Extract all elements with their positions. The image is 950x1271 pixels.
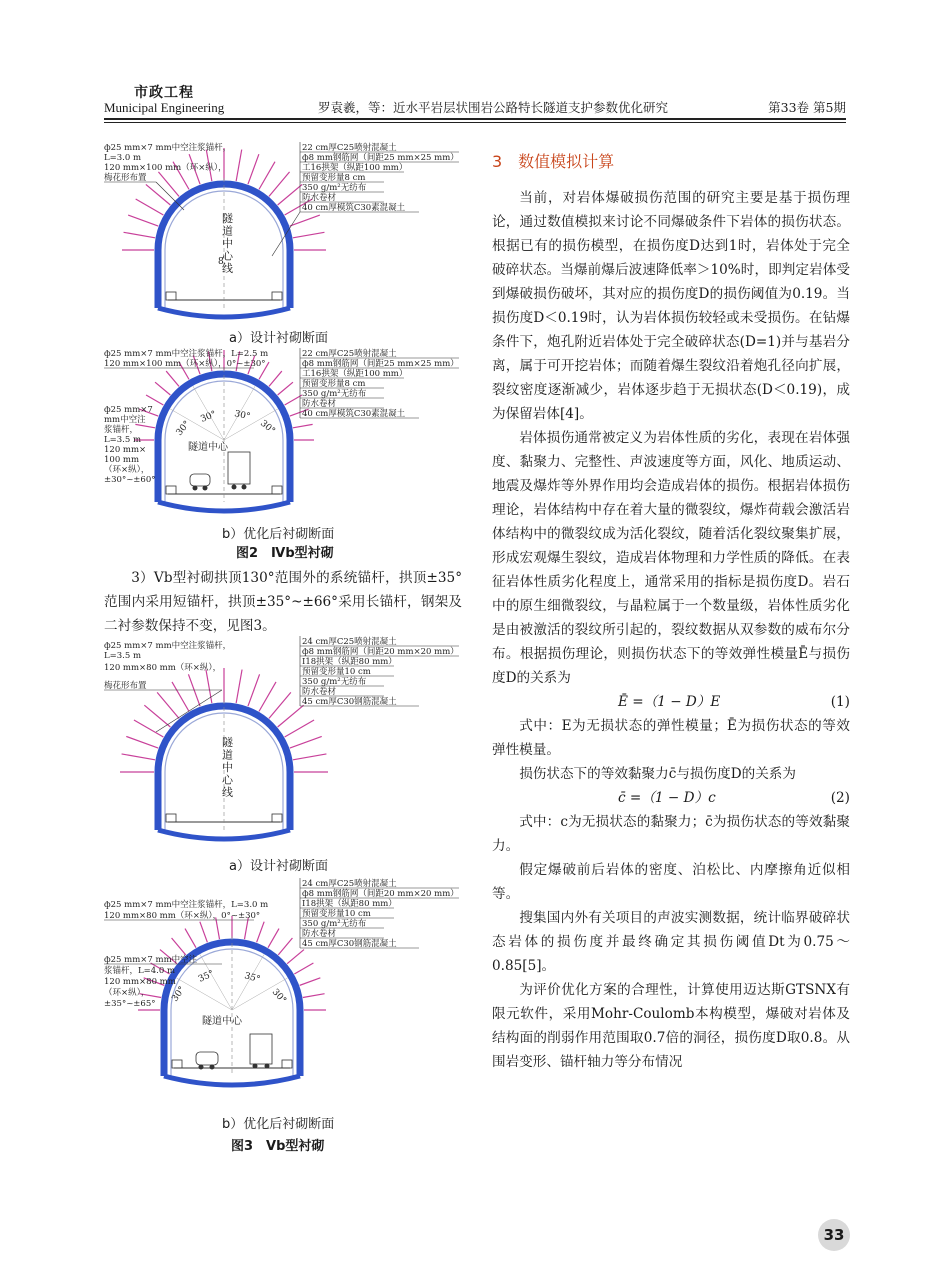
anchor-bolt — [146, 184, 171, 205]
anchor-bolt — [278, 382, 293, 395]
paragraph-8: 为评价优化方案的合理性，计算使用迈达斯GTSNX有限元软件，采用Mohr-Coulomb本构模型，爆破对岩体及结构面的削弱作用范围取0.7倍的洞径，损伤度D取0.8。从围岩变形、锚杆轴力等分布情况 — [492, 982, 850, 1070]
svg-text:350 g/m²无纺布: 350 g/m²无纺布 — [302, 183, 367, 193]
journal-name-cn: 市政工程 — [134, 85, 194, 101]
anchor-bolt — [166, 371, 179, 386]
anchor-bolt — [259, 682, 276, 711]
left-paragraph: 3）Ⅴb型衬砌拱顶130°范围外的系统锚杆，拱顶±35°范围内采用短锚杆，拱顶±35°~±66°采用长锚杆，钢架及二衬参数保持不变，见图3。 — [104, 570, 462, 634]
anchor-bolt — [285, 395, 302, 405]
svg-text:预留变形量10 cm: 预留变形量10 cm — [302, 909, 371, 919]
svg-text:22 cm厚C25喷射混凝土: 22 cm厚C25喷射混凝土 — [302, 349, 397, 359]
fig2a-center-label: 隧道中心线 — [222, 212, 233, 275]
fig3a-center-label: 隧道中心线 — [222, 736, 233, 799]
svg-text:预留变形量10 cm: 预留变形量10 cm — [302, 667, 371, 677]
fig2b-bolt-top-note: ф25 mm×7 mm中空注浆锚杆，L=2.5 m 120 mm×100 mm（环×纵），0°~±30° — [104, 349, 269, 369]
anchor-bolt — [200, 922, 208, 943]
fig2b-center-label: 隧道中心 — [188, 442, 228, 453]
anchor-bolt — [122, 754, 155, 760]
svg-text:35°: 35° — [197, 968, 216, 985]
fig2b-vehicles — [190, 452, 250, 491]
anchor-bolt — [185, 929, 196, 948]
header-rule — [104, 118, 846, 120]
fig2a-bolt-note: ф25 mm×7 mm中空注浆锚杆， L=3.0 m 120 mm×100 mm（环×纵）， 梅花形布置 — [104, 143, 232, 183]
paragraph-7: 搜集国内外有关项目的声波实测数据，统计临界破碎状态岩体的损伤度并最终确定其损伤阈值Dt为0.75～0.85[5]。 — [492, 910, 850, 974]
anchor-bolt — [278, 705, 304, 727]
header-rule-thin — [104, 122, 846, 123]
svg-text:ф8 mm钢筋网（间距20 mm×20 mm）: ф8 mm钢筋网（间距20 mm×20 mm） — [302, 889, 459, 899]
svg-text:I18拱架（纵距80 mm）: I18拱架（纵距80 mm） — [302, 899, 397, 909]
svg-text:ф8 mm钢筋网（间距25 mm×25 mm）: ф8 mm钢筋网（间距25 mm×25 mm） — [302, 359, 459, 369]
svg-text:45 cm厚C30钢筋混凝土: 45 cm厚C30钢筋混凝土 — [302, 939, 397, 949]
page-number: 33 — [818, 1219, 850, 1251]
fig3b-subcaption: b）优化后衬砌断面 — [222, 1117, 335, 1132]
fig2b-angle-labels — [175, 409, 277, 438]
svg-text:30°: 30° — [258, 418, 277, 437]
svg-text:35°: 35° — [243, 971, 262, 986]
svg-text:350 g/m²无纺布: 350 g/m²无纺布 — [302, 389, 367, 399]
svg-text:30°: 30° — [233, 409, 252, 423]
anchor-bolt — [257, 922, 265, 943]
svg-text:24 cm厚C25喷射混凝土: 24 cm厚C25喷射混凝土 — [302, 879, 397, 889]
fig2b-bolt-side-note: ф25 mm×7 mm中空注 浆锚杆， L=3.5 m 120 mm× 100 mm （环×纵）， ±30°~±60° — [104, 405, 156, 485]
paragraph-1: 当前，对岩体爆破损伤范围的研究主要是基于损伤理论，通过数值模拟来讨论不同爆破条件下岩体的损伤状态。根据已有的损伤模型，在损伤度D达到1时，岩体处于完全破碎状态。当爆前爆后波速降低率＞10%时，即判定岩体受到爆破损伤破坏，其对应的损伤度D的损伤阈值为0.19。当损伤度D＜0.19时，认为岩体损伤较轻或未受损伤。在钻爆条件下，炮孔附近岩体处于完全破碎状态(D=1)并与基岩分离，属于可开挖岩体；而随着爆生裂纹沿着炮孔径向扩展，裂纹密度逐渐减少，岩体逐步趋于无损状态(D＜0.19)，成为保留岩体[4]。 — [492, 190, 850, 422]
fig3-caption: 图3 Ⅴb型衬砌 — [231, 1139, 325, 1154]
anchor-bolt — [278, 938, 292, 955]
anchor-bolt — [158, 172, 179, 197]
anchor-bolt — [300, 978, 321, 986]
fig2b-layer-table — [300, 348, 459, 419]
anchor-bolt — [269, 692, 291, 718]
equation-1 — [492, 690, 850, 714]
anchor-bolt — [157, 692, 179, 718]
anchor-bolt — [172, 938, 186, 955]
svg-text:工16拱架（纵距100 mm）: 工16拱架（纵距100 mm） — [302, 369, 408, 379]
svg-text:防水卷材: 防水卷材 — [302, 193, 337, 203]
anchor-bolt — [136, 199, 164, 215]
svg-text:45 cm厚C30钢筋混凝土: 45 cm厚C30钢筋混凝土 — [302, 697, 397, 707]
svg-text:350 g/m²无纺布: 350 g/m²无纺布 — [302, 677, 367, 687]
svg-text:ф8 mm钢筋网（间距25 mm×25 mm）: ф8 mm钢筋网（间距25 mm×25 mm） — [302, 153, 459, 163]
svg-text:防水卷材: 防水卷材 — [302, 929, 337, 939]
anchor-bolt — [128, 215, 158, 226]
anchor-bolt — [126, 736, 158, 748]
anchor-bolt — [290, 736, 322, 748]
fig3b-vehicles — [196, 1034, 272, 1070]
svg-text:40 cm厚模筑C30素混凝土: 40 cm厚模筑C30素混凝土 — [302, 409, 406, 419]
anchor-bolt — [146, 395, 163, 405]
fig3b-center-label: 隧道中心 — [202, 1016, 242, 1027]
fig2b-subcaption: b）优化后衬砌断面 — [222, 527, 335, 542]
right-column — [492, 150, 850, 1074]
paragraph-4: 损伤状态下的等效黏聚力c̄与损伤度D的关系为 — [519, 766, 796, 782]
fig3b-diagram — [104, 874, 462, 1110]
anchor-bolt — [287, 950, 304, 964]
anchor-bolt — [155, 382, 170, 395]
fig3a-layer-table — [300, 636, 459, 707]
fig2-caption: 图2 Ⅳb型衬砌 — [236, 546, 334, 561]
equation-2 — [492, 786, 850, 810]
anchor-bolt — [268, 929, 279, 948]
running-title: 罗袁羲，等：近水平岩层状围岩公路特长隧道支护参数优化研究 — [318, 100, 669, 115]
paragraph-5: 式中：c为无损状态的黏聚力；c̄为损伤状态的等效黏聚力。 — [492, 814, 850, 854]
anchor-bolt — [278, 184, 303, 205]
volume-issue: 第33卷 第5期 — [768, 100, 846, 115]
anchor-bolt — [248, 674, 260, 706]
page-header — [104, 82, 846, 122]
svg-text:24 cm厚C25喷射混凝土: 24 cm厚C25喷射混凝土 — [302, 637, 397, 647]
svg-text:30°: 30° — [269, 987, 288, 1006]
fig3a-subcaption: a）设计衬砌断面 — [229, 859, 328, 874]
fig3b-bolt-top-note: ф25 mm×7 mm中空注浆锚杆，L=3.0 m 120 mm×80 mm（环×纵），0°~±30° — [104, 900, 269, 921]
anchor-bolt — [236, 670, 242, 703]
paragraph-6: 假定爆破前后岩体的密度、泊松比、内摩擦角近似相等。 — [492, 862, 850, 902]
anchor-bolt — [134, 720, 163, 737]
svg-text:30°: 30° — [199, 409, 218, 425]
fig3b-bolt-side-note: ф25 mm×7 mm中空注 浆锚杆，L=4.0 m 120 mm×80 mm （环×纵）， ±35°~±65° — [104, 955, 198, 1009]
fig2a-layer-table — [272, 142, 459, 256]
svg-text:防水卷材: 防水卷材 — [302, 687, 337, 697]
svg-text:30°: 30° — [174, 419, 193, 438]
svg-text:ф8 mm钢筋网（间距20 mm×20 mm）: ф8 mm钢筋网（间距20 mm×20 mm） — [302, 647, 459, 657]
fig3b-angle-labels — [170, 969, 288, 1006]
anchor-bolt — [294, 963, 313, 974]
tunnel-section-2b — [134, 350, 314, 511]
journal-name-en: Municipal Engineering — [104, 100, 225, 115]
svg-text:工16拱架（纵距100 mm）: 工16拱架（纵距100 mm） — [302, 163, 408, 173]
anchor-bolt — [293, 754, 326, 760]
svg-text:350 g/m²无纺布: 350 g/m²无纺布 — [302, 919, 367, 929]
equation-2-formula: c̄ =（1 − D）c — [618, 790, 716, 806]
svg-text:40 cm厚模筑C30素混凝土: 40 cm厚模筑C30素混凝土 — [302, 203, 406, 213]
anchor-bolt — [269, 371, 282, 386]
svg-text:防水卷材: 防水卷材 — [302, 399, 337, 409]
svg-text:22 cm厚C25喷射混凝土: 22 cm厚C25喷射混凝土 — [302, 143, 397, 153]
svg-text:预留变形量8 cm: 预留变形量8 cm — [302, 379, 366, 389]
anchor-bolt — [236, 150, 242, 182]
svg-text:30°: 30° — [170, 984, 188, 1004]
equation-1-formula: Ē =（1 − D）E — [618, 694, 721, 710]
fig2a-subcaption: a）设计衬砌断面 — [229, 331, 328, 346]
anchor-bolt — [285, 720, 314, 737]
fig2b-diagram — [104, 344, 462, 524]
anchor-bolt — [144, 705, 170, 727]
svg-text:I18拱架（纵距80 mm）: I18拱架（纵距80 mm） — [302, 657, 397, 667]
fig3a-diagram — [104, 632, 462, 854]
fig3b-layer-table — [300, 878, 459, 949]
paragraph-2: 岩体损伤通常被定义为岩体性质的劣化，表现在岩体强度、黏聚力、完整性、声波速度等方面，风化、地质运动、地震及爆炸等外界作用均会造成岩体的损伤。根据岩体损伤理论，岩体结构中存在着大量的微裂纹，爆炸荷载会激活岩体结构中的微裂纹成为活化裂纹，随着活化裂纹聚集扩展，形成宏观爆生裂纹，造成岩体物理和力学性质的降低。在表征岩体性质劣化程度上，通常采用的指标是损伤度D。岩石中的原生细微裂纹，与晶粒属于一个数量级，岩体性质劣化是由被激活的裂纹所引起的，裂纹数据从双参数的威布尔分布。根据损伤理论，则损伤状态下的等效弹性模量Ē与损伤度D的关系为 — [492, 430, 850, 686]
anchor-bolt — [269, 172, 290, 197]
anchor-bolt — [303, 994, 325, 998]
fig2a-diagram — [104, 138, 462, 328]
anchor-bolt — [293, 232, 325, 238]
tunnel-section-3b — [138, 916, 326, 1085]
anchor-bolt — [172, 682, 189, 711]
equation-1-number: (1) — [830, 694, 850, 710]
anchor-bolt — [248, 154, 259, 184]
section-title: 3 数值模拟计算 — [492, 152, 615, 171]
anchor-bolt — [293, 424, 313, 427]
anchor-bolt — [124, 232, 156, 238]
fig2a-dim: 8 — [218, 257, 224, 267]
anchor-bolt — [259, 162, 275, 190]
svg-text:预留变形量8 cm: 预留变形量8 cm — [302, 173, 366, 183]
equation-2-number: (2) — [830, 790, 850, 806]
paragraph-3: 式中：E为无损状态的弹性模量；Ē为损伤状态的等效弹性模量。 — [492, 718, 850, 758]
fig3a-bolt-note: ф25 mm×7 mm中空注浆锚杆， L=3.5 m 120 mm×80 mm（环×纵）， 梅花形布置 — [104, 641, 232, 691]
